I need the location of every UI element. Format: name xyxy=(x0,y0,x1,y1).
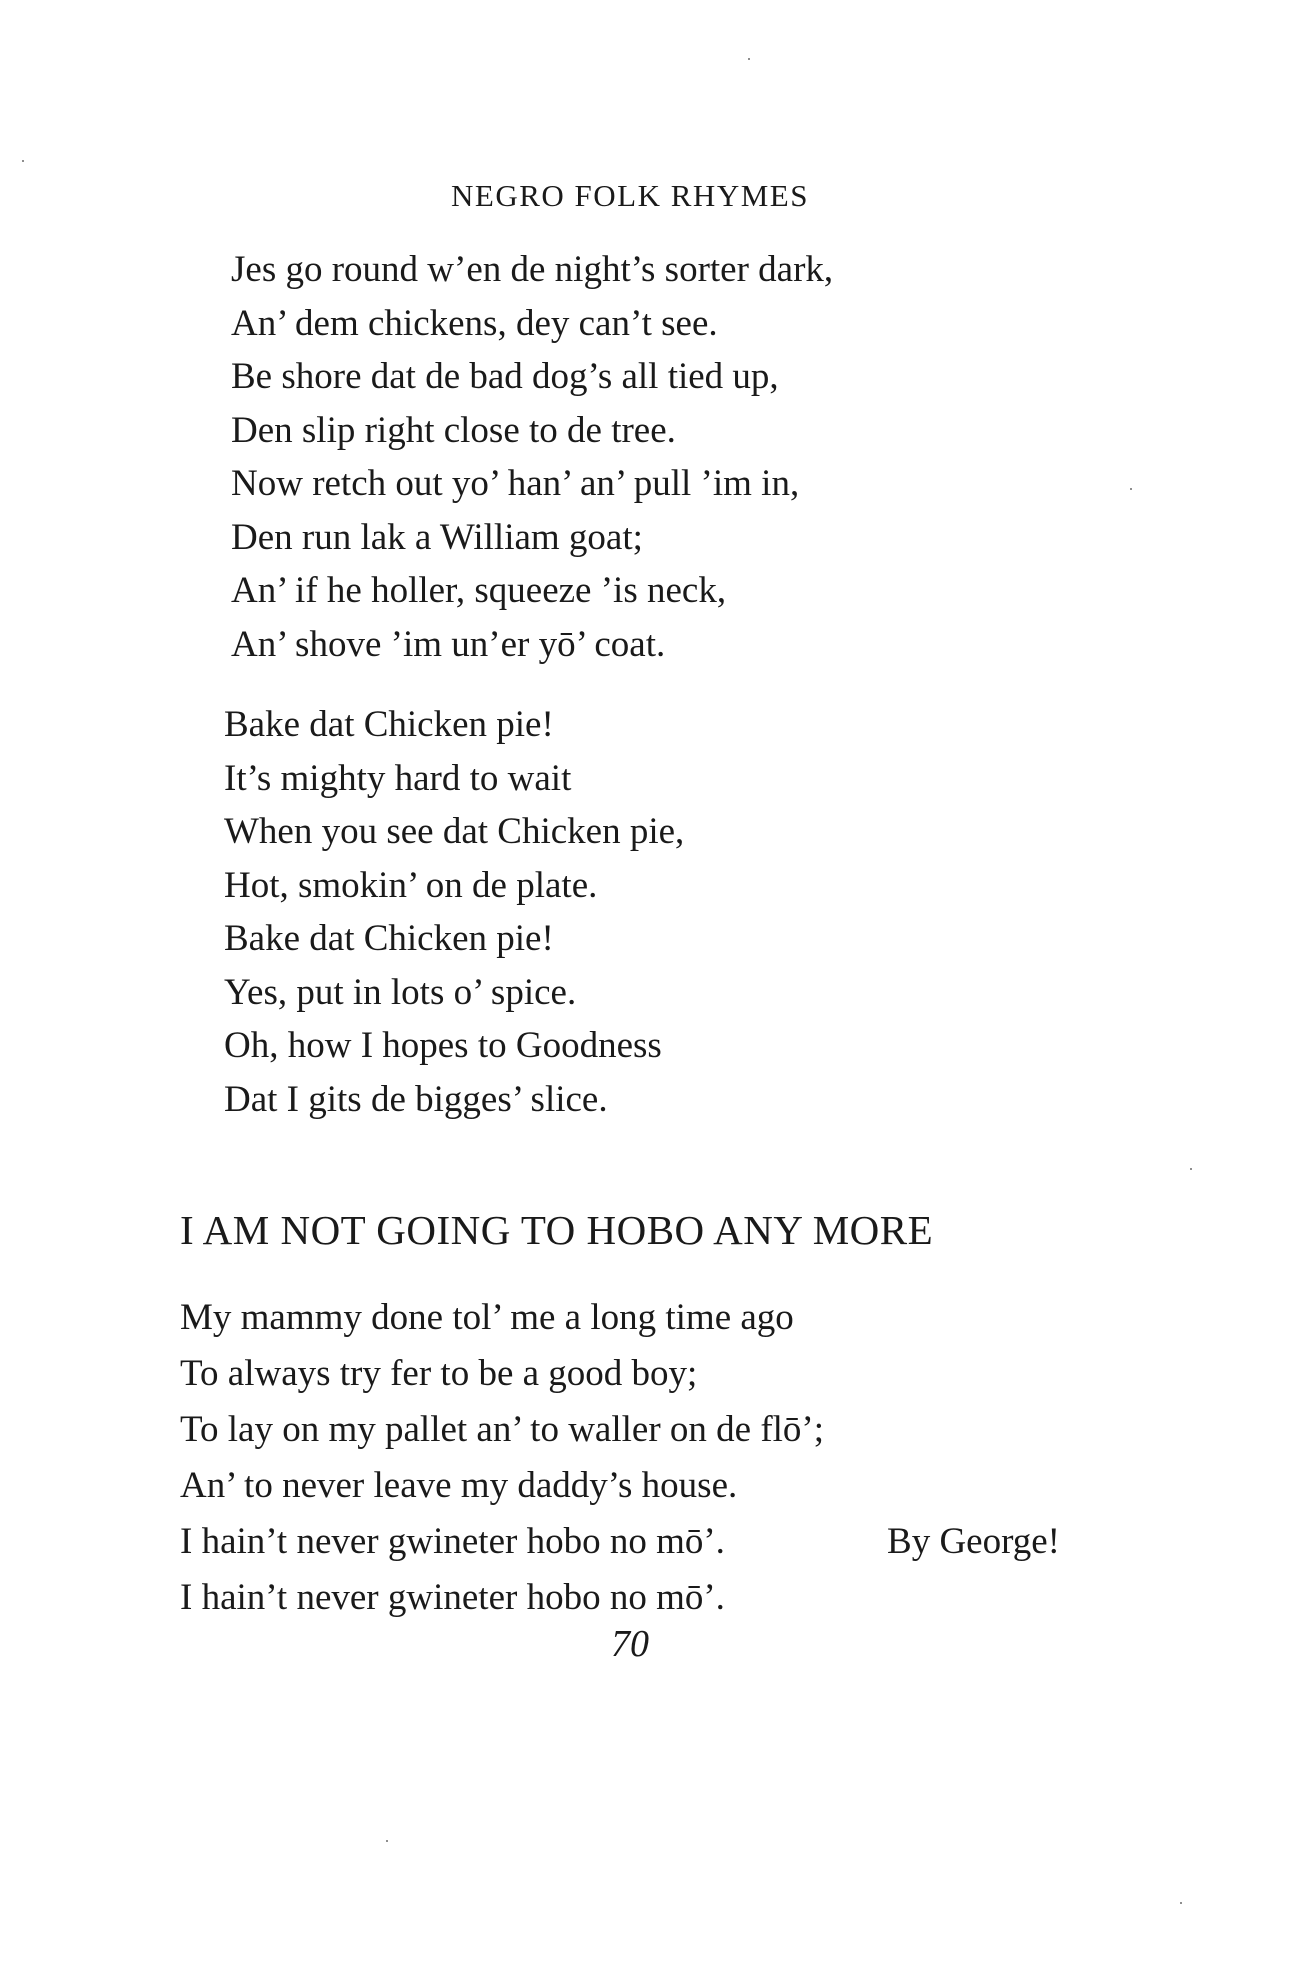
verse-line: Hot, smokin’ on de plate. xyxy=(224,864,598,906)
verse-line: Now retch out yo’ han’ an’ pull ’im in, xyxy=(231,463,800,504)
stanza-chicken-pie xyxy=(224,698,684,1126)
paper-speck xyxy=(748,58,750,60)
verse-line: Dat I gits de bigges’ slice. xyxy=(224,1078,608,1120)
page-number: 70 xyxy=(611,1623,649,1665)
stanza-chicken-theft xyxy=(231,243,833,671)
verse-line: An’ shove ’im un’er yō’ coat. xyxy=(231,623,666,665)
paper-speck xyxy=(1190,1168,1192,1170)
verse-line: Jes go round w’en de night’s sorter dark, xyxy=(231,249,834,290)
verse-line: An’ dem chickens, dey can’t see. xyxy=(231,302,718,344)
verse-line: Bake dat Chicken pie! xyxy=(224,918,554,959)
paper-speck xyxy=(1130,488,1132,490)
verse-line-refrain: I hain’t never gwineter hobo no mō’. xyxy=(180,1577,725,1618)
verse-line-refrain xyxy=(180,1514,1060,1570)
refrain-exclamation: By George! xyxy=(887,1521,1060,1562)
running-head: NEGRO FOLK RHYMES xyxy=(451,178,809,213)
verse-line: An’ to never leave my daddy’s house. xyxy=(180,1465,738,1506)
refrain-text: I hain’t never gwineter hobo no mō’. xyxy=(180,1521,725,1562)
poem-title: I AM NOT GOING TO HOBO ANY MORE xyxy=(180,1207,934,1253)
verse-line: Yes, put in lots o’ spice. xyxy=(224,971,577,1013)
verse-line: Den run lak a William goat; xyxy=(231,516,643,558)
verse-line: Den slip right close to de tree. xyxy=(231,409,676,451)
paper-speck xyxy=(386,1840,388,1842)
paper-speck xyxy=(22,160,24,162)
paper-speck xyxy=(1180,1902,1182,1904)
verse-line: It’s mighty hard to wait xyxy=(224,757,572,799)
refrain-line xyxy=(180,1514,1060,1570)
verse-line: An’ if he holler, squeeze ’is neck, xyxy=(231,570,727,611)
verse-line: Oh, how I hopes to Goodness xyxy=(224,1025,662,1066)
verse-line: To lay on my pallet an’ to waller on de flō’; xyxy=(180,1409,825,1450)
verse-line: My mammy done tol’ me a long time ago xyxy=(180,1297,794,1338)
verse-line: When you see dat Chicken pie, xyxy=(224,811,685,852)
verse-line: To always try fer to be a good boy; xyxy=(180,1353,698,1394)
stanza-hobo xyxy=(180,1290,1060,1626)
verse-line: Bake dat Chicken pie! xyxy=(224,704,554,745)
verse-line: Be shore dat de bad dog’s all tied up, xyxy=(231,356,779,397)
